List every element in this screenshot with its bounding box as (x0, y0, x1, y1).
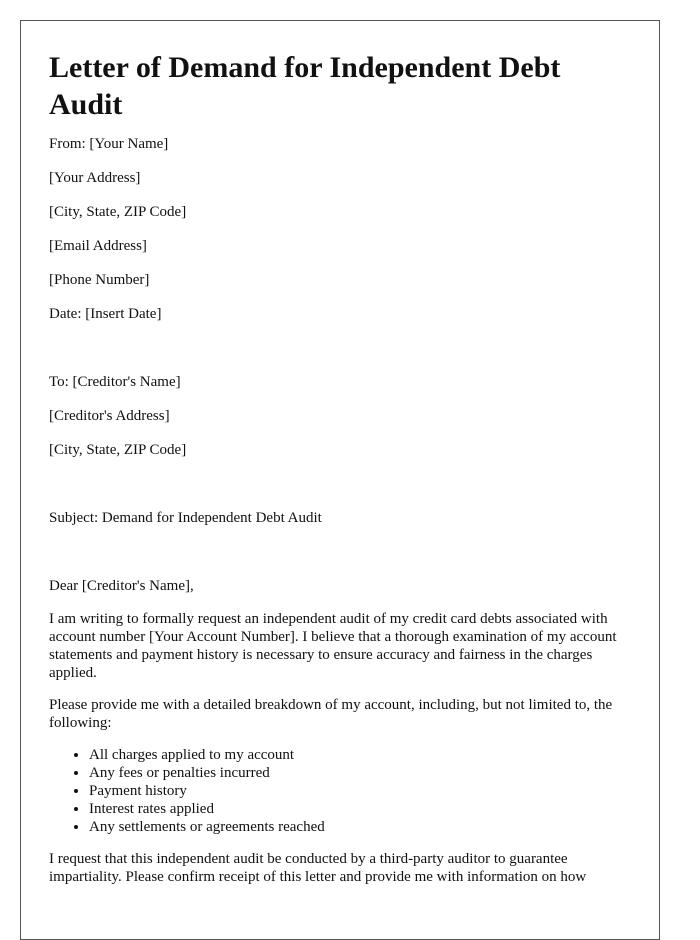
list-item: • All charges applied to my account (89, 746, 631, 764)
letter-subject: Subject: Demand for Independent Debt Audit (49, 510, 322, 526)
letter-date: Date: [Insert Date] (49, 306, 162, 322)
salutation: Dear [Creditor's Name], (49, 578, 194, 594)
sender-email: [Email Address] (49, 238, 147, 254)
letter-title: Letter of Demand for Independent Debt Audit (49, 51, 561, 121)
recipient-address: [Creditor's Address] (49, 408, 170, 424)
recipient-city: [City, State, ZIP Code] (49, 442, 187, 458)
list-item: • Interest rates applied (89, 800, 631, 818)
body-paragraph: Please provide me with a detailed breakdown of my account, including, but not limited to, the following: (49, 697, 613, 731)
body-paragraph: I request that this independent audit be conducted by a third-party auditor to guarantee impartiality. Please confirm receipt of this letter and provide me with information on how (49, 851, 587, 885)
letter-page (20, 20, 660, 940)
body-paragraph: I am writing to formally request an independent audit of my credit card debts associated with account number [Your Account Number]. I believe that a thorough examination of my account statements and payment history is necessary to ensure accuracy and fairness in the charges applied. (49, 611, 617, 681)
spacer (49, 474, 631, 508)
list-item: • Any fees or penalties incurred (89, 764, 631, 782)
breakdown-list (49, 746, 631, 836)
sender-from: From: [Your Name] (49, 136, 169, 152)
list-item: • Payment history (89, 782, 631, 800)
spacer (49, 338, 631, 372)
list-item: • Any settlements or agreements reached (89, 818, 631, 836)
sender-city: [City, State, ZIP Code] (49, 204, 187, 220)
recipient-to: To: [Creditor's Name] (49, 374, 181, 390)
sender-address: [Your Address] (49, 170, 141, 186)
spacer (49, 542, 631, 576)
sender-phone: [Phone Number] (49, 272, 150, 288)
